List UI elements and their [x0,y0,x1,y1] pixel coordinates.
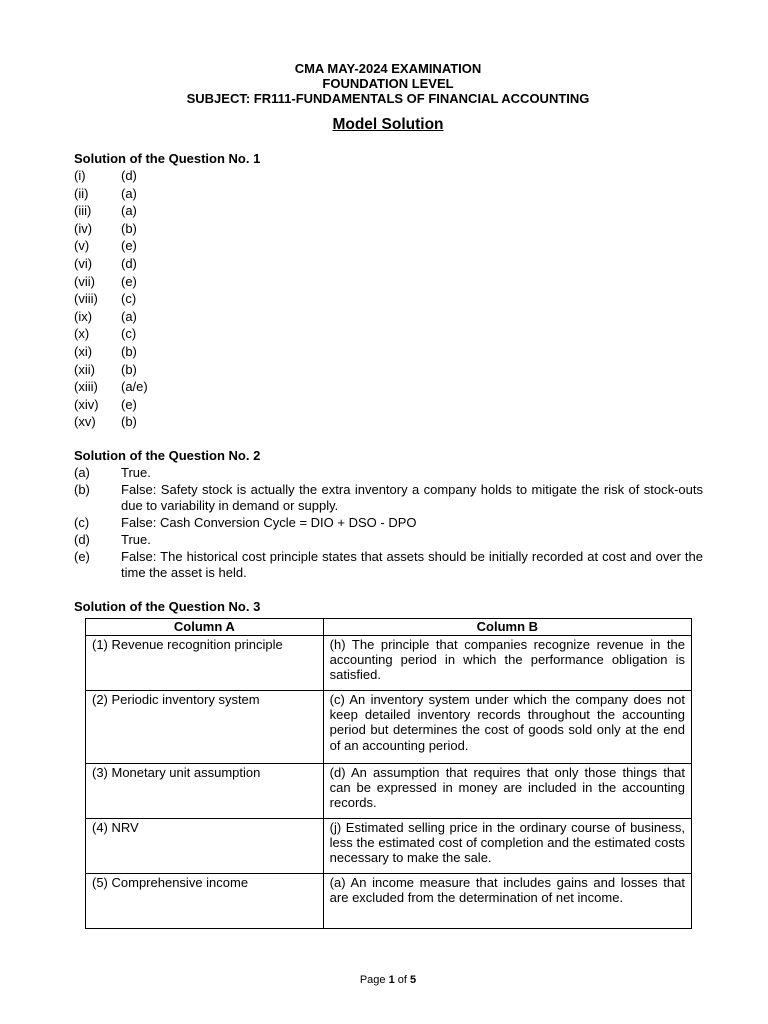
item-label: (a) [74,465,90,480]
item-answer: (c) [121,326,137,342]
q1-title: Solution of the Question No. 1 [74,151,261,166]
column-b-header: Column B [323,619,691,636]
q2-title: Solution of the Question No. 2 [74,448,261,463]
column-a-cell: (4) NRV [86,819,324,874]
table-row [86,691,692,764]
table-header-row [86,619,692,636]
item-answer: (c) [121,291,137,307]
item-text: True. [121,465,151,480]
column-b-cell: (c) An inventory system under which the company does not keep detailed inventory records throughout the accounting period but determines the cost of goods sold only at the end of an accounting period. [323,691,691,764]
document-header [0,61,768,106]
item-answer: (b) [121,361,137,377]
item-text: False: Safety stock is actually the extra inventory a company holds to mitigate the risk of stock-outs due to variability in demand or supply. [121,482,703,513]
item-label: (b) [74,482,90,497]
list-item [74,549,703,581]
item-number: (x) [74,326,90,342]
item-label: (d) [74,532,90,547]
column-b-cell: (h) The principle that companies recognize revenue in the accounting period in which the performance obligation is satisfied. [323,636,691,691]
item-number: (vii) [74,273,95,289]
item-number: (ix) [74,308,93,324]
table-row [86,819,692,874]
table-row [86,764,692,819]
q3-title: Solution of the Question No. 3 [74,599,261,614]
item-answer: (e) [121,396,137,412]
item-number: (iv) [74,220,93,236]
column-b-cell: (j) Estimated selling price in the ordinary course of business, less the estimated cost of completion and the estimated costs necessary to make the sale. [323,819,691,874]
column-a-header: Column A [86,619,324,636]
item-answer: (a) [121,185,137,201]
table-row [86,636,692,691]
list-item [74,532,703,548]
item-number: (xii) [74,361,95,377]
item-label: (e) [74,549,90,564]
item-number: (xiii) [74,379,98,395]
page-footer [0,974,768,986]
column-b-cell: (a) An income measure that includes gains and losses that are excluded from the determination of net income. [323,874,691,929]
column-a-cell: (3) Monetary unit assumption [86,764,324,819]
item-number: (viii) [74,291,98,307]
item-answer: (a/e) [121,379,148,395]
page-total: 5 [410,974,417,986]
exam-title: CMA MAY-2024 EXAMINATION [294,61,482,76]
item-answer: (a) [121,203,137,219]
model-solution-heading: Model Solution [332,116,444,133]
column-a-cell: (2) Periodic inventory system [86,691,324,764]
table-row [86,874,692,929]
column-b-cell: (d) An assumption that requires that only those things that can be expressed in money are included in the accounting records. [323,764,691,819]
column-a-cell: (1) Revenue recognition principle [86,636,324,691]
item-answer: (b) [121,220,137,236]
item-number: (xiv) [74,396,99,412]
item-number: (xi) [74,343,93,359]
list-item [74,482,703,514]
item-answer: (e) [121,273,137,289]
item-number: (i) [74,168,86,183]
column-a-cell: (5) Comprehensive income [86,874,324,929]
item-answer: (d) [121,255,137,271]
item-text: True. [121,532,151,547]
subject-title: SUBJECT: FR111-FUNDAMENTALS OF FINANCIAL ACCOUNTING [186,91,590,106]
item-answer: (b) [121,414,137,430]
item-text: False: Cash Conversion Cycle = DIO + DSO - DPO [121,515,417,530]
page-number: 1 [388,974,395,986]
item-answer: (b) [121,343,137,359]
item-label: (c) [74,515,90,530]
list-item [74,515,703,531]
item-number: (iii) [74,203,92,219]
item-text: False: The historical cost principle states that assets should be initially recorded at cost and over the time the asset is held. [121,549,703,580]
matching-table [85,618,692,929]
list-item [74,465,703,481]
item-number: (ii) [74,185,89,201]
level-title: FOUNDATION LEVEL [322,76,454,91]
item-number: (v) [74,238,90,254]
page-word: Page [359,974,386,986]
item-answer: (e) [121,238,137,254]
item-number: (xv) [74,414,96,430]
item-answer: (a) [121,308,137,324]
item-answer: (d) [121,168,137,183]
of-word: of [397,974,407,986]
item-number: (vi) [74,255,93,271]
q2-answer-list [74,465,703,582]
